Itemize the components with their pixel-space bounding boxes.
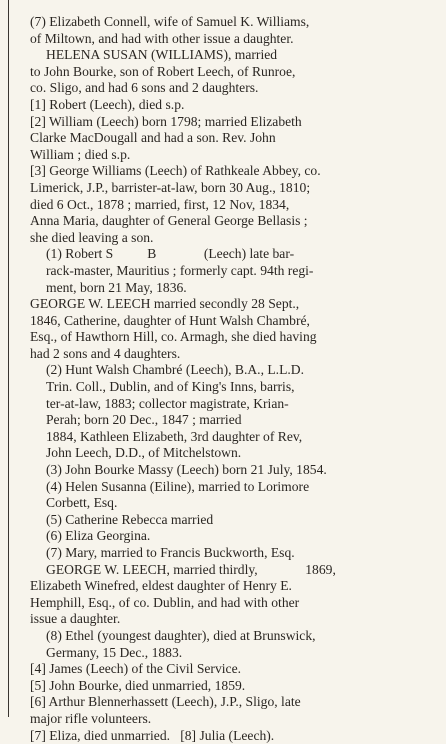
text-line: John Leech, D.D., of Mitchelstown. [46,445,242,461]
text-line: [2] William (Leech) born 1798; married Elizabeth [30,113,302,129]
text-line: Perah; born 20 Dec., 1847 ; married [46,412,242,428]
text-line: Germany, 15 Dec., 1883. [46,644,183,660]
text-line: (8) Ethel (youngest daughter), died at Brunswick, [46,627,316,643]
text-line: Elizabeth Winefred, eldest daughter of Henry E. [30,578,292,594]
text-line: of Miltown, and had with other issue a daughter. [30,30,294,46]
text-line: [3] George Williams (Leech) of Rathkeale Abbey, co. [30,163,321,179]
text-line: issue a daughter. [30,611,121,627]
text-line: [4] James (Leech) of the Civil Service. [30,661,242,677]
text-line: she died leaving a son. [30,229,154,245]
text-line: Corbett, Esq. [46,495,118,511]
text-line: Esq., of Hawthorn Hill, co. Armagh, she died having [30,329,317,345]
text-line: (4) Helen Susanna (Eiline), married to Lorimore [46,478,310,494]
text-line: Anna Maria, daughter of General George Bellasis ; [30,213,308,229]
text-line: Hemphill, Esq., of co. Dublin, and had with other [30,594,300,610]
text-line: 1846, Catherine, daughter of Hunt Walsh Chambré, [30,312,310,328]
text-line: HELENA SUSAN (WILLIAMS), married [46,47,278,63]
text-line: GEORGE W. LEECH, married thirdly, 1869, [46,561,336,577]
text-line: Limerick, J.P., barrister-at-law, born 30 Aug., 1810; [30,179,311,195]
text-line: GEORGE W. LEECH married secondly 28 Sept., [30,296,300,312]
text-line: (1) Robert S B (Leech) late bar- [46,246,295,262]
text-line: (7) Elizabeth Connell, wife of Samuel K. Williams, [30,14,310,29]
text-line: (7) Mary, married to Francis Buckworth, Esq. [46,545,295,560]
text-line: died 6 Oct., 1878 ; married, first, 12 Nov, 1834, [30,196,290,212]
text-line: [6] Arthur Blennerhassett (Leech), J.P., Sligo, late [30,694,301,710]
text-line: [1] Robert (Leech), died s.p. [30,96,185,112]
text-line: William ; died s.p. [30,146,131,162]
genealogy-text [0,14,446,744]
text-line: ter-at-law, 1883; collector magistrate, Krian- [46,395,289,411]
text-line: major rifle volunteers. [30,710,152,726]
text-line: Clarke MacDougall and had a son. Rev. John [30,130,276,146]
text-line: (6) Eliza Georgina. [46,528,151,544]
text-line: rack-master, Mauritius ; formerly capt. 94th regi- [46,262,314,278]
text-line: [5] John Bourke, died unmarried, 1859. [30,677,246,693]
text-line: Trin. Coll., Dublin, and of King's Inns, barris, [46,379,295,395]
text-line: to John Bourke, son of Robert Leech, of Runroe, [30,63,296,79]
text-line: (3) John Bourke Massy (Leech) born 21 July, 1854. [46,462,327,478]
text-line: ment, born 21 May, 1836. [46,279,187,295]
text-line: had 2 sons and 4 daughters. [30,345,181,361]
text-line: co. Sligo, and had 6 sons and 2 daughters. [30,80,259,96]
text-line: (5) Catherine Rebecca married [46,511,214,527]
text-line: 1884, Kathleen Elizabeth, 3rd daughter of Rev, [46,428,303,444]
text-line: (2) Hunt Walsh Chambré (Leech), B.A., L.L.D. [46,362,305,378]
text-line: [7] Eliza, died unmarried. [8] Julia (Leech). [30,727,275,743]
